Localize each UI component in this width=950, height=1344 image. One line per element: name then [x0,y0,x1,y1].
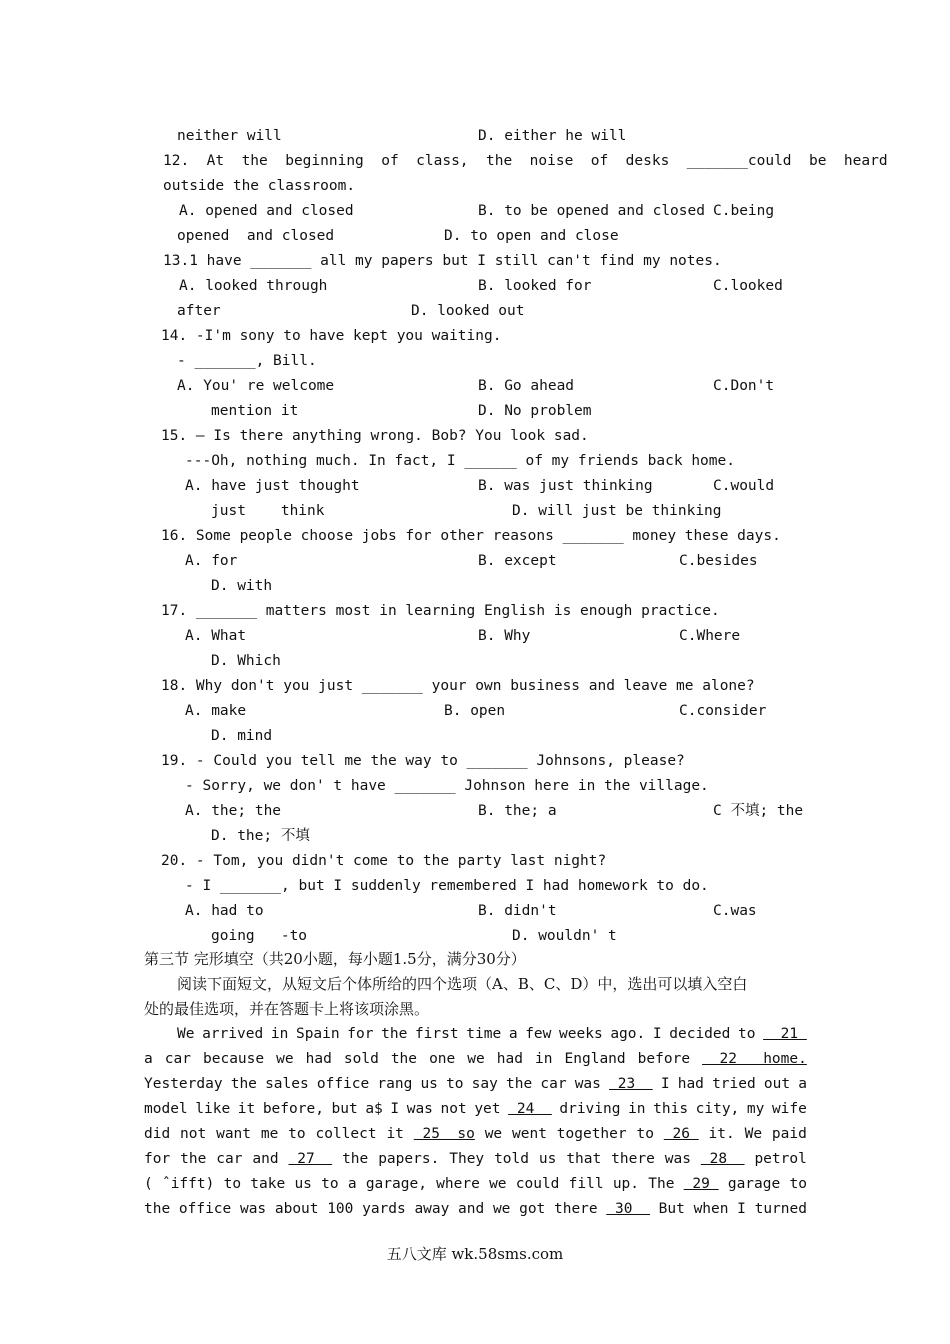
passage-word: we [467,1051,485,1067]
blank-number: 26 [663,1126,699,1142]
option-b: B. the; a [478,803,557,819]
passage-word: us [538,1151,557,1167]
question-13: 13.1 have _______ all my papers but I still can't find my notes. [163,253,722,269]
option-c-cont: opened and closed [177,228,335,244]
option-c: C.being [713,203,775,219]
option-b: B. didn't [478,903,557,919]
blank-number: 29 [683,1176,719,1192]
passage-word: before [637,1051,691,1067]
option-b: B. Go ahead [478,378,575,394]
blank-number: 23 [609,1076,653,1092]
option-c-cont: mention it [211,403,299,419]
passage-word: the [342,1151,369,1167]
blank-number: 28 [700,1151,745,1167]
passage-word: I [390,1101,400,1117]
passage-word: ˆifft) [161,1176,215,1192]
passage-word: not [440,1101,467,1117]
passage-word: England [564,1051,626,1067]
passage-word: it [386,1126,404,1142]
passage-word: told [494,1151,529,1167]
passage-word: before, [262,1101,324,1117]
question-17: 17. _______ matters most in learning English is enough practice. [161,603,720,619]
passage-line [144,1072,807,1097]
question-15: 15. — Is there anything wrong. Bob? You look sad. [161,428,589,444]
passage-word: ( [144,1176,153,1192]
passage-word: one [429,1051,456,1067]
passage-word: we [489,1176,507,1192]
option-d: D. mind [211,728,273,744]
question-text: - _______, Bill. [177,353,317,369]
passage-word: we [276,1051,294,1067]
passage-word: tried [712,1076,756,1092]
blank-number: 22 home. [702,1051,807,1067]
passage-word: we [484,1126,503,1142]
option-c: C.looked [713,278,783,294]
question-19: 19. - Could you tell me the way to _______ Johnsons, please? [161,753,685,769]
question-text: - I _______, but I suddenly remembered I had homework to do. [185,878,709,894]
passage-word: the [506,1076,533,1092]
option-b: B. to be opened and closed [478,203,705,219]
option-a: A. You' re welcome [177,378,335,394]
passage-word: The [648,1176,675,1192]
passage-word: got [519,1201,546,1217]
option-c-cont: after [177,303,221,319]
passage-word: few [525,1026,552,1042]
passage-word: turned [754,1201,807,1217]
passage-word: it [237,1101,256,1117]
passage-word: collect [315,1126,377,1142]
option-a: A. had to [185,903,264,919]
passage-line [144,1047,807,1072]
passage-word: to [738,1026,756,1042]
passage-word: garage, [365,1176,427,1192]
passage-word: a [798,1076,807,1092]
passage-word: garage [727,1176,781,1192]
passage-line [144,1197,807,1222]
option-b: B. looked for [478,278,592,294]
passage-word: arrived [202,1026,264,1042]
passage-word: and [458,1201,485,1217]
option-d: D. will just be thinking [512,503,722,519]
passage-word: could [515,1176,560,1192]
passage-word: a$ [365,1101,383,1117]
passage-word: city, [695,1101,740,1117]
passage-word: my [746,1101,765,1117]
option-a: A. looked through [179,278,328,294]
passage-word: decided [669,1026,731,1042]
passage-line [144,1122,807,1147]
option-a: A. the; the [185,803,282,819]
question-14: 14. -I'm sony to have kept you waiting. [161,328,502,344]
passage-word: Yesterday [144,1076,223,1092]
passage-word: a [508,1026,518,1042]
passage-word: like [195,1101,231,1117]
passage-word: to [636,1126,654,1142]
passage-word: a [144,1051,153,1067]
passage-word: in [535,1051,553,1067]
passage-word: We [177,1026,195,1042]
passage-word: did [144,1126,171,1142]
passage-word: had [305,1051,332,1067]
passage-word: the [390,1051,418,1067]
passage-line [144,1097,807,1122]
section-heading: 第三节 完形填空（共20小题，每小题1.5分，满分30分） [144,950,526,968]
passage-word: the [230,1076,257,1092]
passage-word: petrol [754,1151,807,1167]
passage-word: went [512,1126,547,1142]
blank-number: 21 [763,1026,807,1042]
passage-line [177,1022,807,1047]
option-line: neither will [177,128,282,144]
option-line: D. either he will [478,128,627,144]
blank-number: 25 so [413,1126,475,1142]
passage-word: wife [771,1101,807,1117]
passage-word: about [274,1201,319,1217]
option-b: B. except [478,553,557,569]
passage-word: that [566,1151,602,1167]
passage-word: us [420,1076,438,1092]
passage-word: say [471,1076,498,1092]
passage-word: time [466,1026,502,1042]
passage-word: and [252,1151,279,1167]
question-18: 18. Why don't you just _______ your own business and leave me alone? [161,678,755,694]
passage-word: in [628,1101,646,1117]
passage-word: I [660,1076,670,1092]
passage-word: because [203,1051,265,1067]
passage-word: paid [771,1126,807,1142]
blank-number: 27 [288,1151,333,1167]
question-text: outside the classroom. [163,178,356,194]
passage-word: for [144,1151,171,1167]
passage-word: it. [708,1126,735,1142]
option-d: D. to open and close [444,228,619,244]
passage-word: office [316,1076,370,1092]
passage-word: when [693,1201,729,1217]
passage-word: I [737,1201,746,1217]
question-12: 12. At the beginning of class, the noise of desks _______could be heard [163,153,888,169]
instruction-text: 处的最佳选项，并在答题卡上将该项涂黑。 [144,1000,430,1018]
passage-word: was [574,1076,601,1092]
option-d: D. Which [211,653,281,669]
passage-word: model [144,1101,188,1117]
passage-word: to [789,1176,807,1192]
passage-word: the [381,1026,408,1042]
passage-word: in [270,1026,289,1042]
passage-word: first [414,1026,459,1042]
passage-word: where [436,1176,480,1192]
passage-word: we [492,1201,511,1217]
option-c: C.Don't [713,378,775,394]
option-a: A. make [185,703,247,719]
passage-word: fill [568,1176,604,1192]
passage-word: up. [612,1176,640,1192]
instruction-text: 阅读下面短文，从短文后个体所给的四个选项（A、B、C、D）中，选出可以填入空白 [177,975,748,993]
passage-word: away [414,1201,450,1217]
option-c-cont: going -to [211,928,308,944]
option-c: C 不填; the [713,803,804,819]
option-b: B. was just thinking [478,478,653,494]
option-c: C.besides [679,553,758,569]
passage-word: to [446,1076,464,1092]
question-text: ---Oh, nothing much. In fact, I ______ of my friends back home. [185,453,735,469]
passage-word: there [553,1201,598,1217]
passage-word: not [180,1126,207,1142]
passage-word: for [347,1026,374,1042]
passage-word: the [180,1151,207,1167]
option-c: C.Where [679,628,741,644]
option-d: D. No problem [478,403,592,419]
passage-word: driving [559,1101,621,1117]
passage-word: I [652,1026,662,1042]
option-d: D. wouldn' t [512,928,617,944]
passage-word: to [223,1176,242,1192]
passage-word: had [496,1051,523,1067]
passage-word: car [164,1051,191,1067]
option-c: C.consider [679,703,767,719]
passage-word: take [250,1176,286,1192]
option-a: A. What [185,628,247,644]
option-d: D. looked out [411,303,525,319]
passage-word: They [449,1151,485,1167]
blank-number: 24 [508,1101,552,1117]
passage-word: papers. [378,1151,440,1167]
option-a: A. have just thought [185,478,360,494]
passage-word: a [347,1176,357,1192]
passage-word: was [664,1151,691,1167]
passage-word: weeks [559,1026,603,1042]
passage-word: me [260,1126,279,1142]
passage-word: Spain [295,1026,340,1042]
passage-word: had [677,1076,704,1092]
page-footer: 五八文库 wk.58sms.com [386,1245,564,1263]
passage-word: to [321,1176,339,1192]
passage-word: out [763,1076,791,1092]
passage-word: rang [377,1076,413,1092]
question-text: - Sorry, we don' t have _______ Johnson here in the village. [185,778,709,794]
passage-word: 100 [327,1201,354,1217]
blank-number: 30 [606,1201,650,1217]
option-b: B. open [444,703,506,719]
passage-line [144,1172,807,1197]
option-c: C.would [713,478,775,494]
passage-word: us [294,1176,312,1192]
option-a: A. for [185,553,238,569]
passage-word: We [744,1126,763,1142]
passage-word: ago. [610,1026,646,1042]
option-b: B. Why [478,628,531,644]
passage-word: was [239,1201,267,1217]
question-16: 16. Some people choose jobs for other reasons _______ money these days. [161,528,781,544]
option-c: C.was [713,903,757,919]
passage-word: But [658,1201,685,1217]
option-d: D. the; 不填 [211,828,310,844]
passage-word: this [653,1101,689,1117]
question-20: 20. - Tom, you didn't come to the party last night? [161,853,607,869]
option-c-cont: just think [211,503,325,519]
passage-word: yet [474,1101,501,1117]
passage-word: car [216,1151,243,1167]
option-a: A. opened and closed [179,203,354,219]
passage-word: together [556,1126,627,1142]
passage-word: sold [343,1051,379,1067]
passage-word: office [178,1201,232,1217]
passage-word: yards [362,1201,406,1217]
passage-line [144,1147,807,1172]
passage-word: but [331,1101,358,1117]
passage-word: car [540,1076,567,1092]
passage-word: sales [265,1076,309,1092]
passage-word: there [611,1151,655,1167]
passage-word: was [406,1101,433,1117]
passage-word: the [144,1201,171,1217]
passage-word: want [216,1126,252,1142]
option-d: D. with [211,578,273,594]
passage-word: to [288,1126,306,1142]
